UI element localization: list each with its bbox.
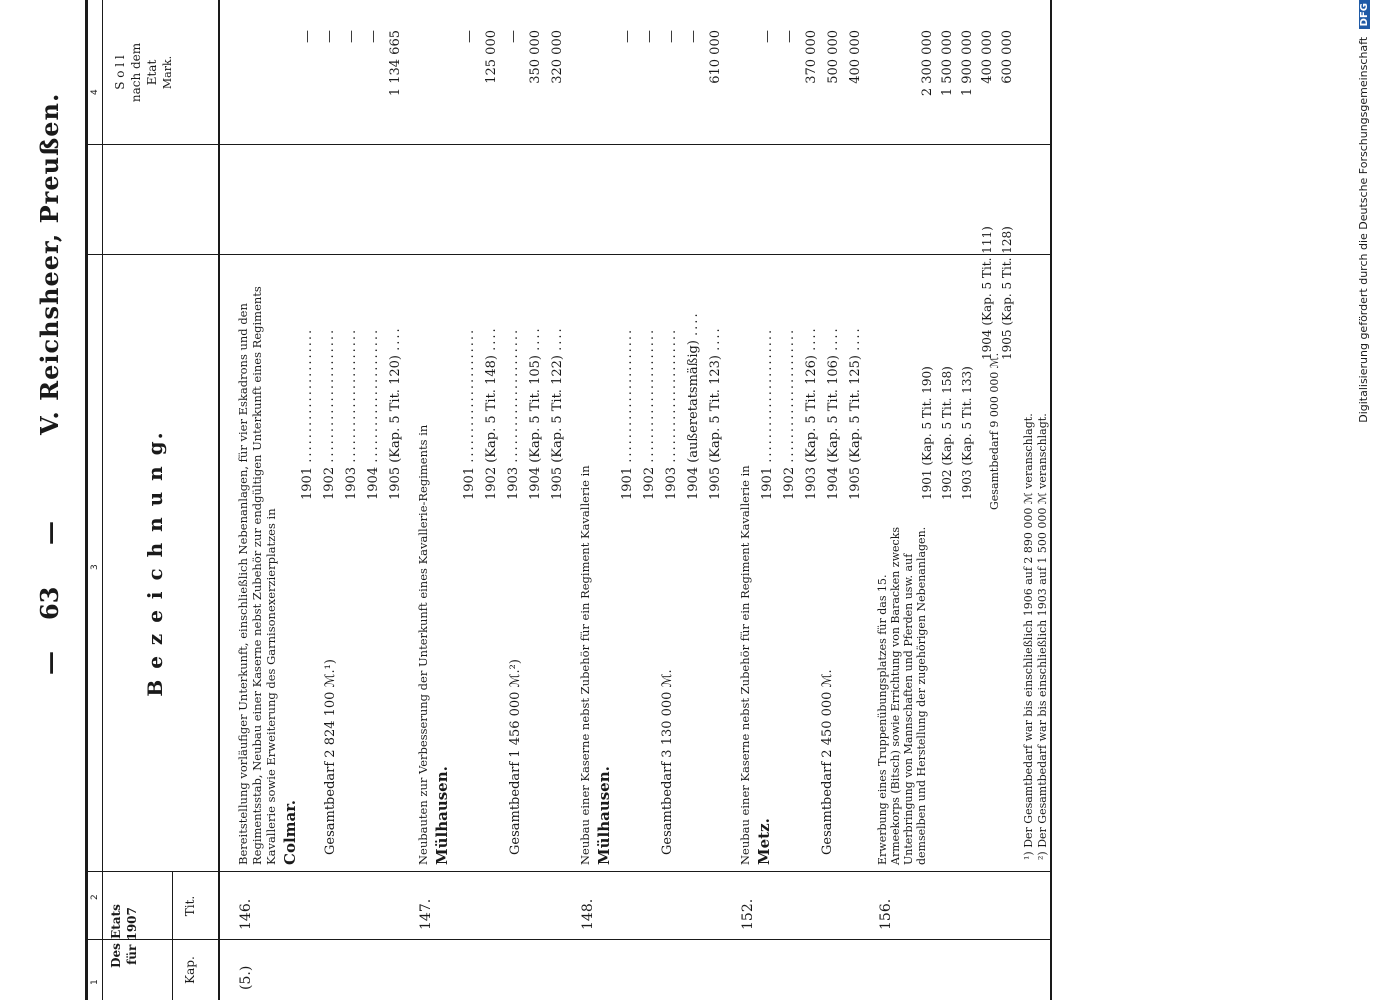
col-divider-4 (85, 144, 1050, 145)
credit-text: Digitalisierung gefördert durch die Deutsche Forschungsgemeinschaft (1357, 36, 1370, 423)
year-label: 1902 (322, 466, 337, 500)
year-kap-ref: (Kap. 5 Tit. 123) (708, 355, 723, 463)
soll-value: — (782, 30, 797, 43)
header-dash-left: — (35, 651, 64, 675)
year-kap-ref: (Kap. 5 Tit. 120) (388, 355, 403, 463)
footnote-2: ²) Der Gesamtbedarf war bis einschließlich 1903 auf 1 500 000 ℳ veranschlagt. (1036, 413, 1049, 860)
year-label: 1902 (642, 466, 657, 500)
year-label: 1904 (528, 466, 543, 500)
col-divider-2 (85, 871, 1050, 872)
year-line: 1901 ...................... (620, 327, 635, 500)
year-line (960, 366, 974, 500)
year-line: 1902 (Kap. 5 Tit. 148) .... (484, 326, 499, 500)
row-gesamt: Gesamtbedarf 2 450 000 ℳ. (820, 669, 835, 855)
soll-value: 1 134 665 (388, 30, 403, 97)
soll-value: — (344, 30, 359, 43)
year-kap-ref: (Kap. 5 Tit. 190) (920, 366, 934, 466)
row-description (416, 265, 456, 865)
year-label: 1905 (1000, 329, 1014, 360)
year-kap-ref: (Kap. 5 Tit. 158) (940, 366, 954, 466)
col2-sub: Tit. (183, 895, 197, 917)
year-kap-ref: (Kap. 5 Tit. 105) (528, 355, 543, 463)
col1-sub: Kap. (183, 956, 197, 984)
header-bottom-rule (218, 0, 220, 1000)
year-line: 1905 (Kap. 5 Tit. 120) .... (388, 326, 403, 500)
row-gesamt: Gesamtbedarf 1 456 000 ℳ.²) (508, 659, 523, 855)
col4-header (112, 0, 175, 145)
row-city: Mülhausen. (595, 766, 613, 865)
col-number-3: 3 (90, 564, 100, 570)
row-city: Colmar. (281, 800, 299, 865)
row-description-text: Neubau einer Kaserne nebst Zubehör für ein Regiment Kavallerie in (578, 465, 592, 865)
year-label: 1905 (388, 466, 403, 500)
year-line (1000, 226, 1014, 360)
col4-line2: nach dem (129, 42, 144, 103)
col12-title (108, 872, 140, 1000)
year-label: 1901 (760, 466, 775, 500)
row-tit: 152. (740, 898, 756, 930)
digitization-credit (1357, 0, 1370, 1000)
year-label: 1905 (708, 466, 723, 500)
year-label: 1903 (664, 466, 679, 500)
year-line: 1905 (Kap. 5 Tit. 125) .... (848, 326, 863, 500)
col12-title-line1: Des Etats (109, 904, 123, 968)
soll-value: 600 000 (1000, 30, 1015, 84)
year-line (920, 366, 934, 500)
year-label: 1903 (804, 466, 819, 500)
row-description-text: Bereitstellung vorläufiger Unterkunft, einschließlich Nebenanlagen, für vier Eskadrons und den Regimentsstab, Neubau einer Kaserne nebst Zubehör zur endgültigen Unterkunft eines Regiments Kavallerie sowie Erweiterung des Garnisonexerzierplatzes in (236, 286, 278, 865)
soll-value: — (506, 30, 521, 43)
row-description-text: Neubau einer Kaserne nebst Zubehör für ein Regiment Kavallerie in (738, 465, 752, 865)
soll-value: — (462, 30, 477, 43)
year-kap-ref: (Kap. 5 Tit. 128) (1000, 226, 1014, 326)
col-number-2: 2 (90, 894, 100, 900)
year-line: 1904 ...................... (366, 327, 381, 500)
year-line: 1904 (außeretatsmäßig) .... (686, 311, 701, 500)
row-city: Metz. (755, 818, 773, 865)
year-line: 1903 ...................... (344, 327, 359, 500)
col4-line1: S o l l (113, 55, 127, 90)
year-kap-ref: (Kap. 5 Tit. 125) (848, 355, 863, 463)
soll-value: 2 300 000 (920, 30, 935, 97)
row-description (578, 265, 618, 865)
col4-unit: Mark. (160, 55, 174, 90)
year-label: 1902 (940, 469, 954, 500)
year-line: 1903 ...................... (506, 327, 521, 500)
row-tit: 156. (878, 898, 894, 930)
page-header (35, 0, 75, 1000)
year-label: 1902 (782, 466, 797, 500)
soll-value: 400 000 (848, 30, 863, 84)
year-line: 1902 ...................... (782, 327, 797, 500)
year-line: 1901 ...................... (760, 327, 775, 500)
row-description-text: Neubauten zur Verbesserung der Unterkunft eines Kavallerie-Regiments in (416, 424, 430, 865)
soll-value: 610 000 (708, 30, 723, 84)
year-line: 1905 (Kap. 5 Tit. 123) .... (708, 326, 723, 500)
year-label: 1901 (620, 466, 635, 500)
row-gesamt: Gesamtbedarf 3 130 000 ℳ. (660, 669, 675, 855)
row-city: Mülhausen. (433, 766, 451, 865)
row-tit: 147. (418, 898, 434, 930)
year-kap-ref: (Kap. 5 Tit. 126) (804, 355, 819, 463)
year-label: 1903 (344, 466, 359, 500)
col4-line3: Etat (145, 59, 160, 86)
row-tit: 148. (580, 898, 596, 930)
year-label: 1903 (506, 466, 521, 500)
soll-value: — (366, 30, 381, 43)
year-kap-ref: (Kap. 5 Tit. 111) (980, 226, 994, 326)
table-top-rule (85, 0, 88, 1000)
row-kap: (5.) (238, 965, 254, 990)
table-bottom-rule (1050, 0, 1052, 1000)
col-divider-1 (85, 939, 1050, 940)
year-line: 1905 (Kap. 5 Tit. 122) .... (550, 326, 565, 500)
year-line: 1903 ...................... (664, 327, 679, 500)
year-kap-ref: (außeretatsmäßig) (686, 340, 701, 463)
row-description (236, 265, 299, 865)
soll-value: 500 000 (826, 30, 841, 84)
year-kap-ref: (Kap. 5 Tit. 122) (550, 355, 565, 463)
col-number-1: 1 (90, 979, 100, 985)
year-kap-ref: (Kap. 5 Tit. 148) (484, 355, 499, 463)
dfg-logo: DFG (1359, 0, 1370, 29)
col12-sub-rule (172, 872, 173, 1000)
year-line: 1902 ...................... (642, 327, 657, 500)
section-title: V. Reichsheer, Preußen. (35, 92, 64, 435)
row-description-text: Erwerbung eines Truppenübungsplatzes für das 15. Armeekorps (Bitsch) sowie Errichtung von Baracken zwecks Unterbringung von Mannschaften und Pferden usw. auf demselben und Herstellung der zugehörigen Nebenanlagen. (876, 526, 928, 865)
year-line: 1904 (Kap. 5 Tit. 105) .... (528, 326, 543, 500)
year-label: 1901 (462, 466, 477, 500)
soll-value: — (642, 30, 657, 43)
soll-value: — (300, 30, 315, 43)
year-line: 1902 ...................... (322, 327, 337, 500)
col-number-rule (102, 0, 103, 1000)
soll-value: — (664, 30, 679, 43)
soll-value: — (760, 30, 775, 43)
col12-title-line2: für 1907 (125, 907, 140, 965)
row-gesamt: Gesamtbedarf 9 000 000 ℳ. (988, 352, 1001, 510)
year-label: 1904 (366, 466, 381, 500)
year-kap-ref: (Kap. 5 Tit. 106) (826, 355, 841, 463)
row-gesamt: Gesamtbedarf 2 824 100 ℳ.¹) (323, 659, 338, 855)
soll-value: — (620, 30, 635, 43)
year-label: 1901 (920, 469, 934, 500)
header-dash-right: — (35, 521, 64, 545)
soll-value: 1 900 000 (960, 30, 975, 97)
row-description (876, 525, 928, 865)
row-tit: 146. (238, 898, 254, 930)
year-label: 1901 (300, 466, 315, 500)
year-line (940, 366, 954, 500)
year-kap-ref: (Kap. 5 Tit. 133) (960, 366, 974, 466)
year-label: 1904 (980, 329, 994, 360)
soll-value: — (686, 30, 701, 43)
year-label: 1904 (686, 466, 701, 500)
soll-value: 1 500 000 (940, 30, 955, 97)
year-label: 1905 (848, 466, 863, 500)
soll-value: 320 000 (550, 30, 565, 84)
year-line: 1903 (Kap. 5 Tit. 126) .... (804, 326, 819, 500)
col-number-4: 4 (90, 89, 100, 95)
col3-title: B e z e i c h n u n g. (143, 430, 167, 697)
page-number: 63 (35, 586, 64, 620)
soll-value: 125 000 (484, 30, 499, 84)
year-label: 1902 (484, 466, 499, 500)
col-divider-3 (85, 254, 1050, 255)
year-label: 1903 (960, 469, 974, 500)
year-line: 1901 ...................... (462, 327, 477, 500)
footnote-1: ¹) Der Gesamtbedarf war bis einschließlich 1906 auf 2 890 000 ℳ veranschlagt. (1022, 413, 1035, 860)
soll-value: — (322, 30, 337, 43)
year-line: 1901 ...................... (300, 327, 315, 500)
year-line: 1904 (Kap. 5 Tit. 106) .... (826, 326, 841, 500)
year-label: 1905 (550, 466, 565, 500)
soll-value: 350 000 (528, 30, 543, 84)
year-label: 1904 (826, 466, 841, 500)
year-line (980, 226, 994, 360)
soll-value: 370 000 (804, 30, 819, 84)
soll-value: 400 000 (980, 30, 995, 84)
